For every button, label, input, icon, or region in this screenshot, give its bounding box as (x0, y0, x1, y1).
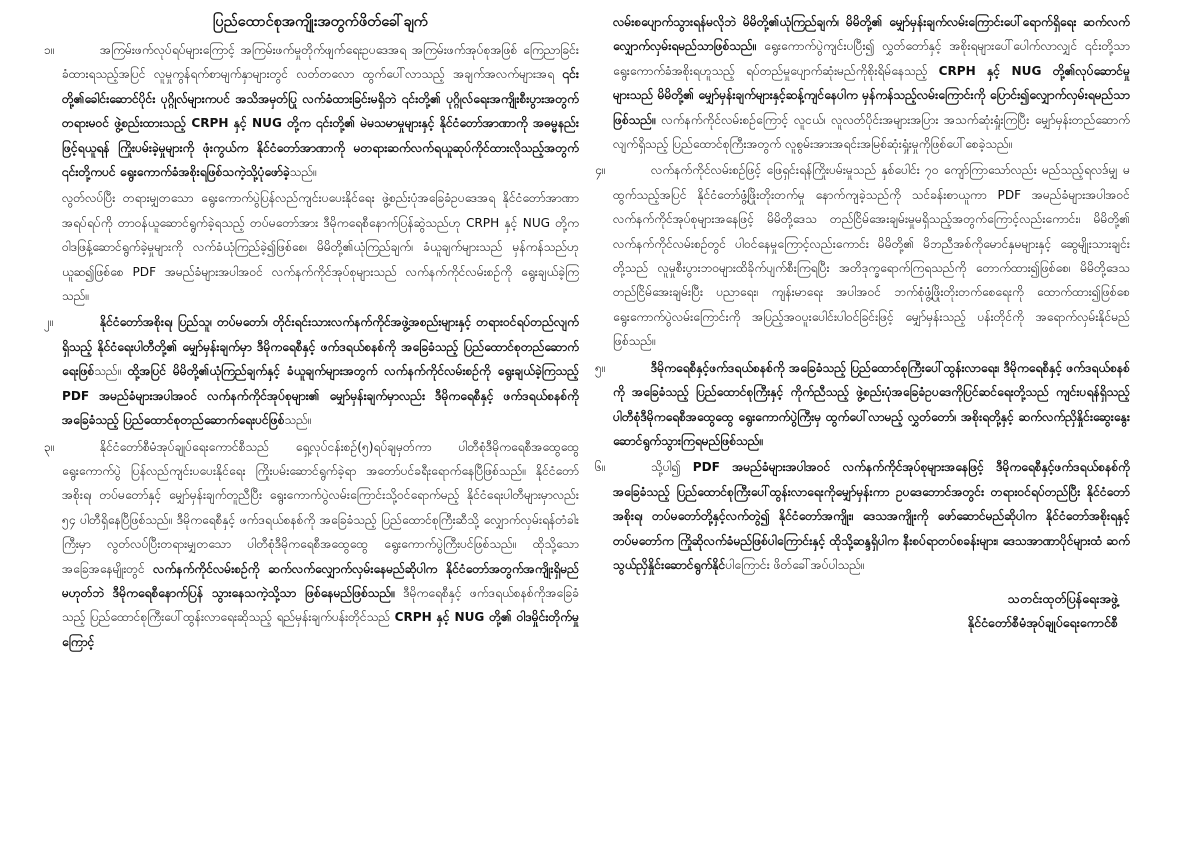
paragraph-number: ၃။ (44, 439, 55, 454)
bold-text-segment: လက်နက်ကိုင်လမ်းစဉ်ကို ဆက်လက်လျှောက်လှမ်းနေမည်ဆိုပါက နိုင်ငံတော်အတွက်အကျိုးရှိမည်မဟုတ်ဘဲ ဒီမိုကရေစီနောက်ပြန် သွားနေသကဲ့သို့သာ ဖြစ်နေမည်ဖြစ်သည်။ (62, 561, 579, 600)
signature-line-2: နိုင်ငံတော်စီမံအုပ်ချုပ်ရေးကောင်စီ (967, 615, 1118, 631)
paragraph (44, 38, 579, 184)
bold-text-segment: CRPH နှင့် NUG တို့၏ ဝါဒမှိုင်းတိုက်မှုကြောင့် (62, 610, 579, 649)
bold-text-segment: နိုင်ငံတော်အစိုးရ၊ ပြည်သူ၊ တပ်မတော်၊ တိုင်းရင်းသားလက်နက်ကိုင်အဖွဲ့အစည်းများနှင့် တရားဝင်ရပ်တည်လျက်ရှိသည့် နိုင်ငံရေးပါတီတို့၏ မျှော်မှန်းချက်မှာ ဒီမိုကရေစီနှင့် ဖက်ဒရယ်စနစ်ကို အခြေခံသည့် ပြည်ထောင်စုတည်ဆောက်ရေးဖြစ် (62, 315, 579, 379)
left-paragraphs (44, 38, 580, 654)
document-title: ပြည်ထောင်စုအကျိုးအတွက်ဖိတ်ခေါ်ချက် (213, 14, 428, 30)
signature-block (613, 587, 1118, 635)
left-column (22, 10, 579, 852)
paragraph (62, 186, 579, 308)
paragraph-number: ၂။ (44, 315, 54, 330)
text-segment: နိုင်ငံတော်စီမံအုပ်ချုပ်ရေးကောင်စီသည် ရှေ့လုပ်ငန်းစဉ်(၅)ရပ်ချမှတ်ကာ ပါတီစုံဒီမိုကရေစီအထွေထွေ ရွေးကောက်ပွဲ ပြန်လည်ကျင်းပပေးနိုင်ရေး ကြိုးပမ်းဆောင်ရွက်ခဲ့ရာ အတော်ပင်ခရီးရောက်နေပြီဖြစ်သည်။ နိုင်ငံတော်အစိုးရ၊ တပ်မတော်နှင့် မျှော်မှန်းချက်တူညီပြီး ရွေးကောက်ပွဲလမ်းကြောင်းသို့ဝင်ရောက်မည့် နိုင်ငံရေးပါတီများမှာလည်း ၅၄ ပါတီရှိနေပြီဖြစ်သည်။ ဒီမိုကရေစီနှင့် ဖက်ဒရယ်စနစ်ကို အခြေခံသည့် ပြည်ထောင်စုကြီးဆီသို့ လျှောက်လှမ်းရန်တံခါးကြီးမှာ လွတ်လပ်ပြီးတရားမျှတသော ပါတီစုံဒီမိုကရေစီအထွေထွေ ရွေးကောက်ပွဲကြီးပင်ဖြစ်သည်။ ထိုသို့သောအခြေအနေမျိုးတွင် (62, 439, 579, 576)
bold-text-segment: ထို့အပြင် မိမိတို့၏ယုံကြည်ချက်နှင့် ခံယူချက်များအတွက် လက်နက်ကိုင်လမ်းစဉ်ကို ရွေးချယ်ခဲ့ကြသည့် PDF အမည်ခံများအပါအဝင် လက်နက်ကိုင်အုပ်စုများ၏ မျှော်မှန်းချက်မှာလည်း ဒီမိုကရေစီနှင့် ဖက်ဒရယ်စနစ်ကို အခြေခံသည့် ပြည်ထောင်စုတည်ဆောက်ရေးပင်ဖြစ် (62, 364, 580, 428)
bold-text-segment: ၎င်းတို့၏ခေါင်းဆောင်ပိုင်း ပုဂ္ဂိုလ်များကပင် အသိအမှတ်ပြု လက်ခံထားခြင်းမရှိဘဲ ၎င်းတို့၏ ပုဂ္ဂိုလ်ရေးအကျိုးစီးပွားအတွက် တရားမဝင် ဖွဲ့စည်းထားသည့် CRPH နှင့် NUG တို့က ၎င်းတို့၏ မဲမသမာမှုများနှင့် နိုင်ငံတော်အာဏာကို အဓမ္မနည်းဖြင့်ရယူရန် ကြိုးပမ်းခဲ့မှုများကို ဖုံးကွယ်က နိုင်ငံတော်အာဏာကို မတရားဆက်လက်ရယူဆုပ်ကိုင်ထားလိုသည့်အတွက် ၎င်းတို့ကပင် ရွေးကောက်ခံအစိုးရဖြစ်သကဲ့သို့ပုံဖော်ခဲ့ (62, 67, 579, 180)
paragraph-number: ၄။ (595, 163, 606, 178)
text-segment: ပါကြောင်း ဖိတ်ခေါ်အပ်ပါသည်။ (725, 557, 865, 572)
bold-text-segment: လမ်းစပျောက်သွားရန်မလိုဘဲ မိမိတို့၏ယုံကြည်ချက်၊ မိမိတို့၏ မျှော်မှန်းချက်လမ်းကြောင်းပေါ်ရောက်ရှိရေး ဆက်လက်လျှောက်လှမ်းရမည်သာဖြစ်သည်။ (613, 15, 1130, 54)
text-segment: သည်။ (284, 413, 312, 428)
text-segment: လက်နက်ကိုင်လမ်းစဉ်ဖြင့် ဖြေရှင်းရန်ကြိုးပမ်းမှုသည် နှစ်ပေါင်း ၇၀ ကျော်ကြာသော်လည်း မည်သည့်ရလဒ်မျှ မထွက်သည့်အပြင် နိုင်ငံတော်ဖွံ့ဖြိုးတိုးတက်မှု နောက်ကျခဲ့သည်ကို သင်ခန်းစာယူကာ PDF အမည်ခံများအပါအဝင် လက်နက်ကိုင်အုပ်စုများအနေဖြင့် မိမိတို့ဒေသ တည်ငြိမ်အေးချမ်းမှုမရှိသည့်အတွက်ကြောင့်လည်းကောင်း၊ မိမိတို့၏ လက်နက်ကိုင်လမ်းစဉ်တွင် ပါဝင်နေမှုကြောင့်လည်းကောင်း မိမိတို့၏ မိဘညီအစ်ကိုမောင်နှမများနှင့် ဆွေမျိုးသားချင်းတို့သည် လူမှုစီးပွားဘဝများထိခိုက်ပျက်စီးကြရပြီး အတိဒုက္ခရောက်ကြရသည်ကို တောက်ထား၍ဖြစ်စေ၊ မိမိတို့ဒေသတည်ငြိမ်အေးချမ်းပြီး ပညာရေး၊ ကျန်းမာရေး အပါအဝင် ဘက်စုံဖွံ့ဖြိုးတိုးတက်စေရေးကို ထောက်ထား၍ဖြစ်စေ ရွေးကောက်ပွဲလမ်းကြောင်းကို အပြည့်အဝပူးပေါင်းပါဝင်ခြင်းဖြင့် မျှော်မှန်းသည့် ပန်းတိုင်ကို အရောက်လှမ်းနိုင်မည်ဖြစ်သည်။ (613, 163, 1130, 349)
paragraph (44, 310, 580, 432)
paragraph (595, 455, 1130, 577)
paragraph-number: ၅။ (595, 360, 606, 375)
bold-text-segment: ဒီမိုကရေစီနှင့်ဖက်ဒရယ်စနစ်ကို အခြေခံသည့် ပြည်ထောင်စုကြီးပေါ်ထွန်းလာရေး၊ ဒီမိုကရေစီနှင့် ဖက်ဒရယ်စနစ်ကို အခြေခံသည့် ပြည်ထောင်စုကြီးနှင့် ကိုက်ညီသည့် ဖွဲ့စည်းပုံအခြေခံဥပဒေကိုပြင်ဆင်ရေးတို့သည် ကျင်းပရန်ရှိသည့် ပါတီစုံဒီမိုကရေစီအထွေထွေ ရွေးကောက်ပွဲကြီးမှ ထွက်ပေါ်လာမည့် လွှတ်တော်၊ အစိုးရတို့နှင့် ဆက်လက်ညှိနှိုင်းဆွေးနွေးဆောင်ရွက်သွားကြရမည်ဖြစ်သည်။ (613, 360, 1130, 448)
paragraph (595, 158, 1130, 353)
paragraph (613, 10, 1130, 156)
paragraph-number: ၆။ (595, 460, 606, 475)
right-column (595, 10, 1158, 852)
text-segment: လက်နက်ကိုင်လမ်းစဉ်ကြောင့် လူငယ်၊ လူလတ်ပိုင်းအများအပြား အသက်ဆုံးရှုံးကြပြီး မျှော်မှန်းတည်ဆောက်လျက်ရှိသည့် ပြည်ထောင်စုကြီးအတွက် လူစွမ်းအားအရင်းအမြစ်ဆုံးရှုံးမှုကိုဖြစ်ပေါ်စေခဲ့သည်။ (613, 112, 1130, 152)
right-paragraphs (595, 10, 1130, 577)
bold-text-segment: PDF အမည်ခံများအပါအဝင် လက်နက်ကိုင်အုပ်စုများအနေဖြင့် ဒီမိုကရေစီနှင့်ဖက်ဒရယ်စနစ်ကိုအခြေခံသည့် ပြည်ထောင်စုကြီးပေါ်ထွန်းလာရေးကိုမျှော်မှန်းကာ ဥပဒေဘောင်အတွင်း တရားဝင်ရပ်တည်ပြီး နိုင်ငံတော်အစိုးရ၊ တပ်မတော်တို့နှင့်လက်တွဲ၍ နိုင်ငံတော်အကျိုး၊ ဒေသအကျိုးကို ဖော်ဆောင်မည်ဆိုပါက နိုင်ငံတော်အစိုးရနှင့် တပ်မတော်က ကြိုဆိုလက်ခံမည်ဖြစ်ပါကြောင်းနှင့် ထိုသို့ဆန္ဒရှိပါက နီးစပ်ရာတပ်စခန်းများ၊ ဒေသအာဏာပိုင်များထံ ဆက်သွယ်ညှိနှိုင်းဆောင်ရွက်နိုင် (613, 460, 1130, 572)
text-segment: ဒီမိုကရေစီနှင့် ဖက်ဒရယ်စနစ်ကိုအခြေခံသည့် ပြည်ထောင်စုကြီးပေါ်ထွန်းလာရေးဆိုသည့် ရည်မှန်းချက်ပန်းတိုင်သည် (62, 585, 580, 625)
text-segment: လွတ်လပ်ပြီး တရားမျှတသော ရွေးကောက်ပွဲပြန်လည်ကျင်းပပေးနိုင်ရေး ဖွဲ့စည်းပုံအခြေခံဥပဒေအရ နိုင်ငံတော်အာဏာအရပ်ရပ်ကို တာဝန်ယူဆောင်ရွက်ခဲ့ရသည့် တပ်မတော်အား ဒီမိုကရေစီနောက်ပြန်ဆွဲသည်ဟု CRPH နှင့် NUG တို့က ဝါဒဖြန့်ဆောင်ရွက်ခဲ့မှုများကို လက်ခံယုံကြည်ခဲ့၍ဖြစ်စေ၊ မိမိတို့၏ယုံကြည်ချက်၊ ခံယူချက်များသည် မှန်ကန်သည်ဟု ယူဆ၍ဖြစ်စေ PDF အမည်ခံများအပါအဝင် လက်နက်ကိုင်အုပ်စုများသည် လက်နက်ကိုင်လမ်းစဉ်ကို ရွေးချယ်ခဲ့ကြသည်။ (62, 191, 579, 304)
paragraph-number: ၁။ (44, 43, 55, 57)
text-segment: ရွေးကောက်ပွဲကျင်းပပြီး၍ လွှတ်တော်နှင့် အစိုးရများပေါ်ပေါက်လာလျှင် ၎င်းတို့သာ ရွေးကောက်ခံအစိုးရဟူသည့် ရပ်တည်မှုပျောက်ဆုံးမည်ကိုစိုးရိမ်နေသည့် (613, 39, 1130, 78)
signature-line-1: သတင်းထုတ်ပြန်ရေးအဖွဲ့ (1007, 591, 1118, 607)
paragraph (595, 356, 1130, 454)
bold-text-segment: CRPH နှင့် NUG တို့၏လုပ်ဆောင်မှုများသည် မိမိတို့၏ မျှော်မှန်းချက်များနှင့်ဆန့်ကျင်နေပါက မှန်ကန်သည့်လမ်းကြောင်းကို ပြောင်း၍လျှောက်လှမ်းရမည်သာ ဖြစ်သည်။ (613, 63, 1130, 127)
paragraph (44, 435, 580, 655)
text-segment: သည်။ (289, 165, 317, 180)
text-segment: အကြမ်းဖက်လုပ်ရပ်များကြောင့် အကြမ်းဖက်မှုတိုက်ဖျက်ရေးဥပဒေအရ အကြမ်းဖက်အုပ်စုအဖြစ် ကြေညာခြင်းခံထားရသည့်အပြင် လူမှုကွန်ရက်စာမျက်နှာများတွင် လတ်တလော ထွက်ပေါ်လာသည့် အချက်အလက်များအရ (62, 43, 579, 82)
text-segment: သည်။ (94, 364, 128, 379)
text-segment: သို့ပါ၍ (651, 460, 693, 475)
